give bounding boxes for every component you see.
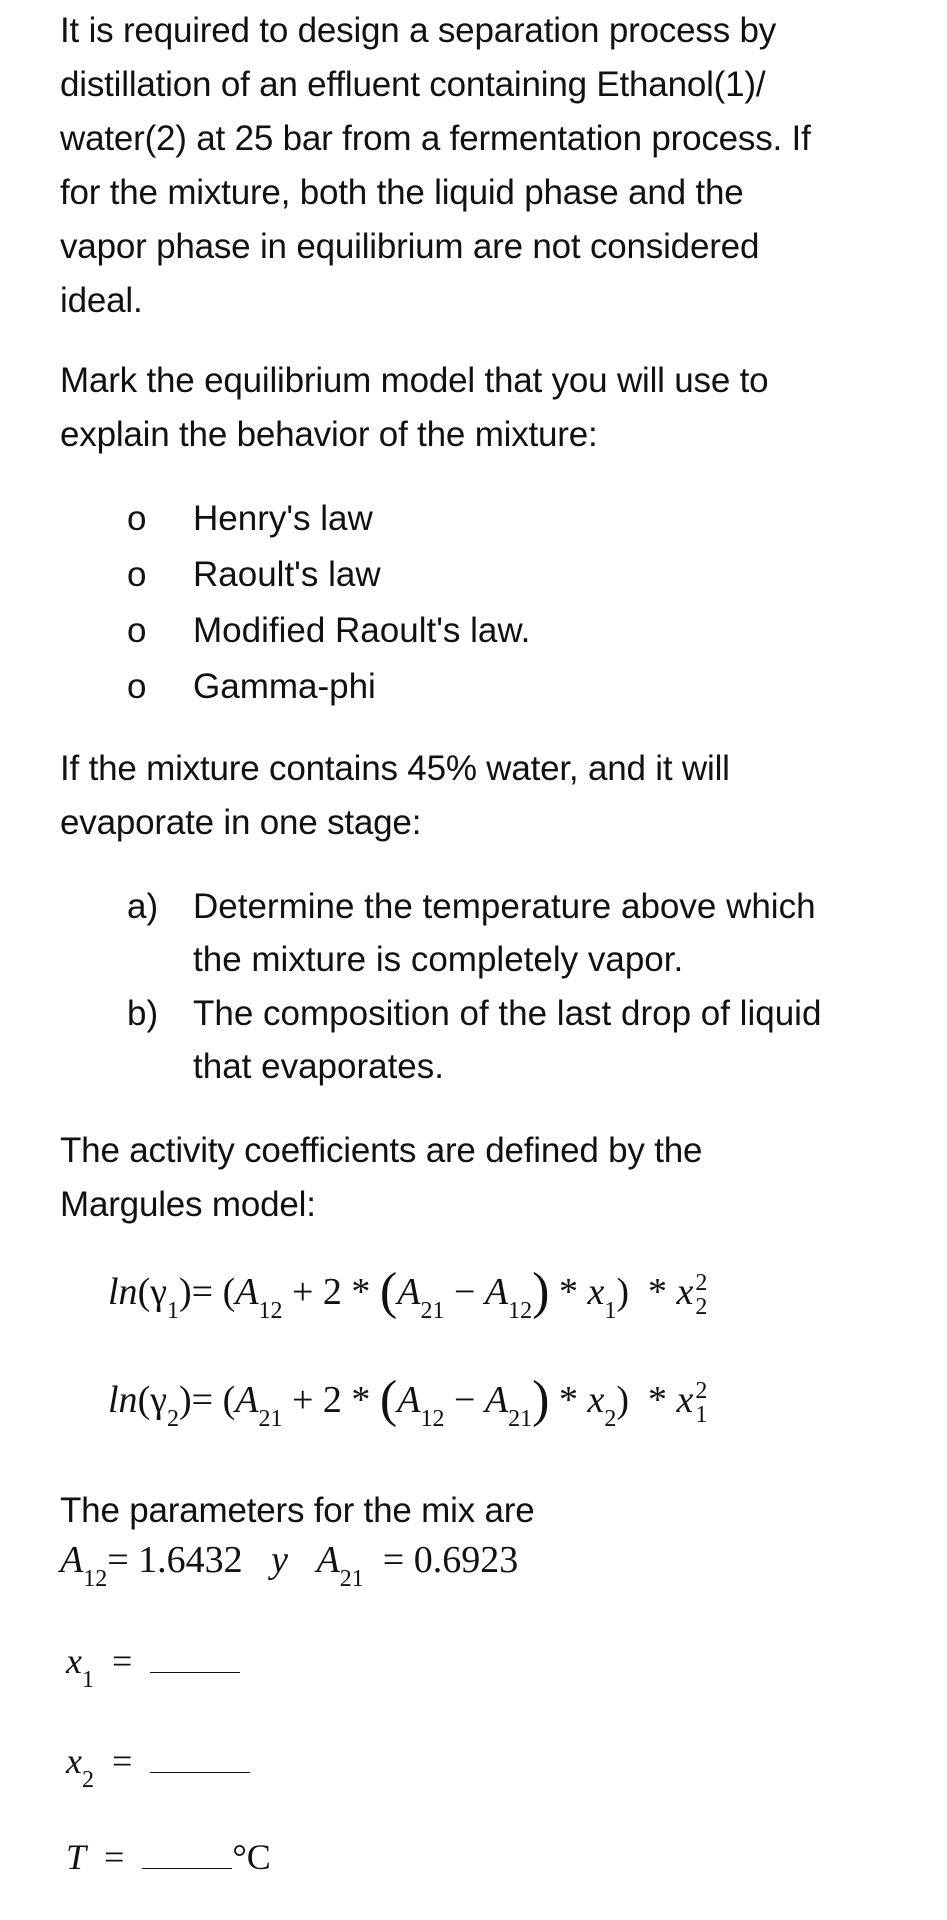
option-raoults-law[interactable]	[127, 547, 887, 603]
subquestion-line: the mixture is completely vapor.	[193, 940, 684, 979]
answer-x1: $x_1$ =	[66, 1640, 240, 1682]
mixture-statement	[60, 742, 900, 850]
statement-line: It is required to design a separation process by	[60, 11, 777, 50]
subquestion-line: Determine the temperature above which	[193, 887, 816, 926]
activity-line: Margules model:	[60, 1185, 316, 1224]
a21-value: 0.6923	[413, 1539, 519, 1581]
parameters-title: The parameters for the mix are	[60, 1491, 535, 1530]
subscript: 1	[604, 1298, 617, 1324]
coefficient: 2	[322, 1379, 342, 1421]
subscript: 12	[83, 1566, 108, 1592]
answer-temperature: T = °C	[66, 1837, 271, 1877]
subscript: 2	[167, 1406, 180, 1432]
mixture-line: evaporate in one stage:	[60, 803, 422, 842]
x2-answer-blank[interactable]	[150, 1742, 250, 1773]
margules-equation-1: ln(γ1)= (A12 + 2 * (A21 − A12) * x1) * x 2 2	[108, 1263, 708, 1324]
subquestion-a	[127, 880, 907, 986]
gamma-symbol: γ	[150, 1271, 168, 1313]
subscript: 1	[167, 1298, 180, 1324]
subscript: 1	[695, 1402, 708, 1429]
subscript: 21	[339, 1566, 364, 1592]
subquestions-list	[127, 880, 907, 1094]
connector-y: y	[271, 1539, 289, 1581]
option-gamma-phi[interactable]	[127, 659, 887, 715]
statement-line: water(2) at 25 bar from a fermentation process. If	[60, 119, 811, 158]
temperature-unit: °C	[232, 1837, 271, 1877]
option-label: Gamma-phi	[193, 667, 376, 706]
radio-bullet-icon[interactable]: o	[127, 667, 147, 706]
subquestion-marker: a)	[127, 887, 159, 926]
problem-statement	[60, 4, 900, 328]
option-modified-raoults-law[interactable]	[127, 603, 887, 659]
subscript: 21	[258, 1406, 283, 1432]
subscript: 12	[258, 1298, 283, 1324]
statement-line: ideal.	[60, 281, 143, 320]
radio-bullet-icon[interactable]: o	[127, 499, 147, 538]
coefficient: 2	[322, 1271, 342, 1313]
superscript: 2	[695, 1270, 708, 1297]
radio-bullet-icon[interactable]: o	[127, 611, 147, 650]
subscript: 21	[508, 1406, 533, 1432]
activity-statement	[60, 1124, 900, 1232]
option-henrys-law[interactable]	[127, 491, 887, 547]
ln-symbol: ln	[108, 1379, 138, 1421]
x1-answer-blank[interactable]	[150, 1642, 240, 1673]
option-label: Modified Raoult's law.	[193, 611, 531, 650]
question-line: Mark the equilibrium model that you will use to	[60, 361, 769, 400]
answer-x2: $x_2$ =	[66, 1740, 250, 1782]
temperature-symbol: T	[66, 1837, 87, 1877]
model-question	[60, 354, 900, 462]
parameters-values: $A_{12}= 1.6432$ y $A_{21} = 0.6923$	[60, 1539, 519, 1592]
subquestion-line: The composition of the last drop of liquid	[193, 994, 822, 1033]
ln-symbol: ln	[108, 1271, 138, 1313]
subscript: 2	[81, 1767, 94, 1793]
subscript: 12	[420, 1406, 445, 1432]
subquestion-marker: b)	[127, 994, 159, 1033]
gamma-symbol: γ	[150, 1379, 168, 1421]
option-label: Raoult's law	[193, 555, 381, 594]
subscript: 2	[695, 1294, 708, 1321]
superscript: 2	[695, 1378, 708, 1405]
option-label: Henry's law	[193, 499, 373, 538]
subquestion-line: that evaporates.	[193, 1047, 444, 1086]
temperature-answer-blank[interactable]	[142, 1838, 232, 1869]
subscript: 2	[604, 1406, 617, 1432]
subscript: 12	[508, 1298, 533, 1324]
statement-line: distillation of an effluent containing Ethanol(1)/	[60, 65, 766, 104]
subquestion-b	[127, 987, 907, 1093]
radio-bullet-icon[interactable]: o	[127, 555, 147, 594]
question-line: explain the behavior of the mixture:	[60, 415, 598, 454]
activity-line: The activity coefficients are defined by the	[60, 1131, 703, 1170]
a12-value: 1.6432	[138, 1539, 243, 1581]
statement-line: for the mixture, both the liquid phase and the	[60, 173, 744, 212]
margules-equation-2: ln(γ2)= (A21 + 2 * (A12 − A21) * x2) * x 2 1	[108, 1371, 708, 1432]
statement-line: vapor phase in equilibrium are not considered	[60, 227, 760, 266]
model-options	[127, 491, 887, 715]
subscript: 1	[81, 1667, 94, 1693]
mixture-line: If the mixture contains 45% water, and it will	[60, 749, 730, 788]
subscript: 21	[420, 1298, 445, 1324]
